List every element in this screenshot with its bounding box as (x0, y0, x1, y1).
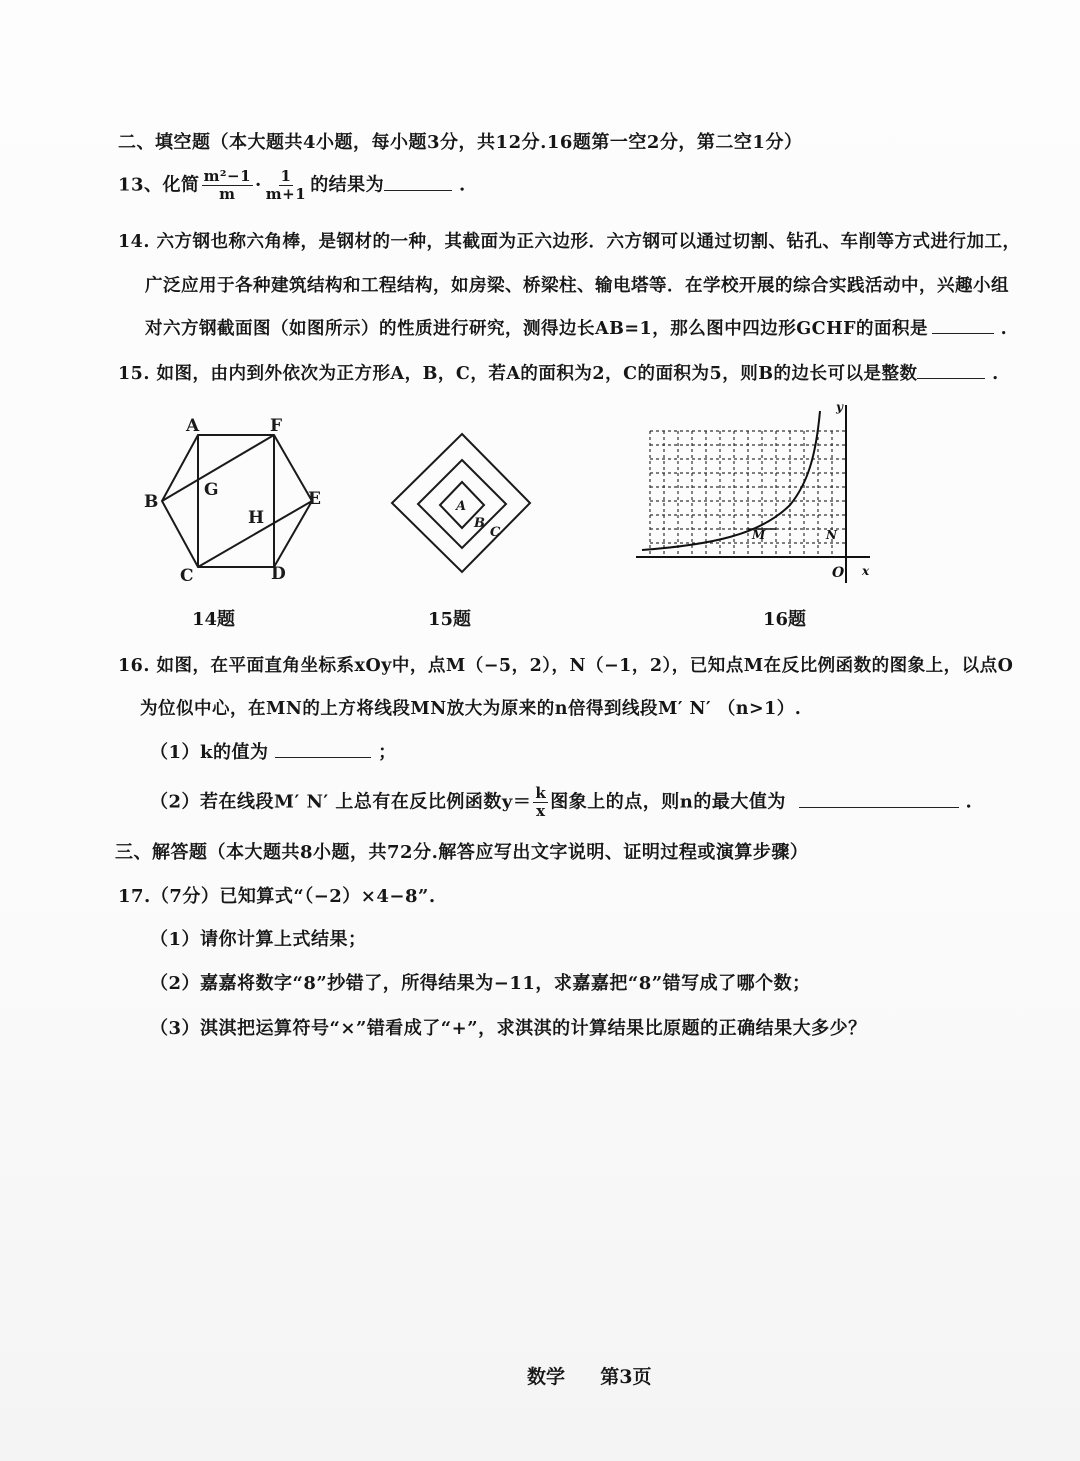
figure-14-hexagon (130, 405, 340, 590)
q17-part-2: （2）嘉嘉将数字“8”抄错了，所得结果为−11，求嘉嘉把“8”错写成了哪个数； (150, 973, 811, 994)
q16-part-1-answer-blank[interactable] (275, 739, 371, 758)
q16-part-1-end: ； (378, 742, 397, 763)
q13-suffix: 的结果为 (310, 174, 385, 196)
q13-frac2-denominator: m+1 (265, 185, 307, 203)
q17-part-1: （1）请你计算上式结果； (150, 929, 367, 950)
label-e: E (308, 489, 321, 509)
q13-answer-blank[interactable] (384, 172, 452, 191)
q13-prefix: 13、化简 (118, 174, 200, 196)
q16-part-2 (150, 785, 972, 820)
figure-15-squares (388, 430, 536, 580)
q13-fraction-1 (202, 168, 253, 203)
label-g: G (204, 480, 219, 500)
q16-part-2-suffix: 图象上的点，则n的最大值为 (550, 791, 786, 813)
q16-line-2: 为位似中心，在MN的上方将线段MN放大为原来的n倍得到线段M′ N′ （n>1）. (140, 699, 802, 719)
label-f: F (270, 416, 283, 436)
q13-frac1-denominator: m (219, 185, 236, 203)
figure-15-caption: 15题 (428, 609, 472, 630)
label-c: C (180, 566, 194, 586)
q16-frac-denominator: x (536, 802, 546, 820)
q16-part-2-end: . (965, 791, 973, 813)
q16-fraction-k-over-x (533, 785, 548, 820)
q14-end: . (1000, 319, 1008, 339)
q13-dot: · (255, 174, 262, 196)
dashed-grid (650, 431, 846, 557)
q16-part-1 (150, 738, 397, 764)
label-square-a: A (456, 499, 467, 514)
label-square-c: C (490, 525, 501, 540)
page-footer (527, 1362, 652, 1389)
figure-14-caption: 14题 (192, 609, 236, 630)
q13-frac2-numerator: 1 (280, 167, 292, 185)
q14-line-1: 14. 六方钢也称六角棒，是钢材的一种，其截面为正六边形．六方钢可以通过切割、钻孔、车削等方式进行加工， (118, 232, 1021, 252)
q16-part-2-prefix: （2）若在线段M′ N′ 上总有在反比例函数y＝ (150, 791, 532, 813)
q17-part-3: （3）淇淇把运算符号“×”错看成了“+”，求淇淇的计算结果比原题的正确结果大多少？ (150, 1018, 867, 1039)
label-x-axis: x (862, 564, 870, 578)
q13-fraction-2 (264, 168, 308, 203)
label-origin: O (832, 565, 845, 581)
q14-line-3-text: 对六方钢截面图（如图所示）的性质进行研究，测得边长AB=1，那么图中四边形GCHF的面积是 (145, 319, 929, 339)
q16-part-1-text: （1）k的值为 (150, 742, 269, 763)
label-m: M (752, 528, 766, 542)
q16-part-2-answer-blank[interactable] (799, 789, 959, 808)
q14-line-2: 广泛应用于各种建筑结构和工程结构，如房梁、桥梁柱、输电塔等．在学校开展的综合实践活动中，兴趣小组 (145, 276, 1009, 296)
q16-line-1: 16. 如图，在平面直角坐标系xOy中，点M（−5，2），N（−1，2），已知点M在反比例函数的图象上，以点O (118, 656, 1014, 676)
q15-answer-blank[interactable] (917, 360, 985, 379)
footer-subject: 数学 (527, 1366, 566, 1388)
q17-line-1: 17.（7分）已知算式“（−2）×4−8”. (118, 886, 436, 907)
label-y-axis: y (836, 400, 843, 414)
q15-text: 15. 如图，由内到外依次为正方形A，B，C，若A的面积为2，C的面积为5，则B的边长可以是整数 (118, 364, 918, 384)
q16-frac-numerator: k (535, 784, 547, 802)
figure-16-caption: 16题 (763, 609, 807, 630)
q14-line-3 (145, 315, 1007, 340)
section-3-title: 三、解答题（本大题共8小题，共72分.解答应写出文字说明、证明过程或演算步骤） (115, 842, 809, 863)
question-13 (118, 168, 466, 203)
label-h: H (248, 508, 265, 528)
label-square-b: B (474, 516, 485, 531)
question-15 (118, 360, 999, 385)
hexagon-outline (162, 435, 312, 567)
label-n: N (826, 528, 837, 542)
label-b: B (144, 492, 159, 512)
q13-end: . (458, 174, 466, 196)
section-2-title: 二、填空题（本大题共4小题，每小题3分，共12分.16题第一空2分，第二空1分） (118, 132, 803, 153)
q13-frac1-numerator: m²−1 (203, 167, 252, 185)
q15-end: . (992, 364, 999, 384)
label-a: A (186, 416, 200, 436)
q14-answer-blank[interactable] (932, 315, 994, 334)
figure-16-graph (630, 395, 880, 590)
footer-page-number: 第3页 (600, 1366, 652, 1388)
label-d: D (271, 564, 286, 584)
